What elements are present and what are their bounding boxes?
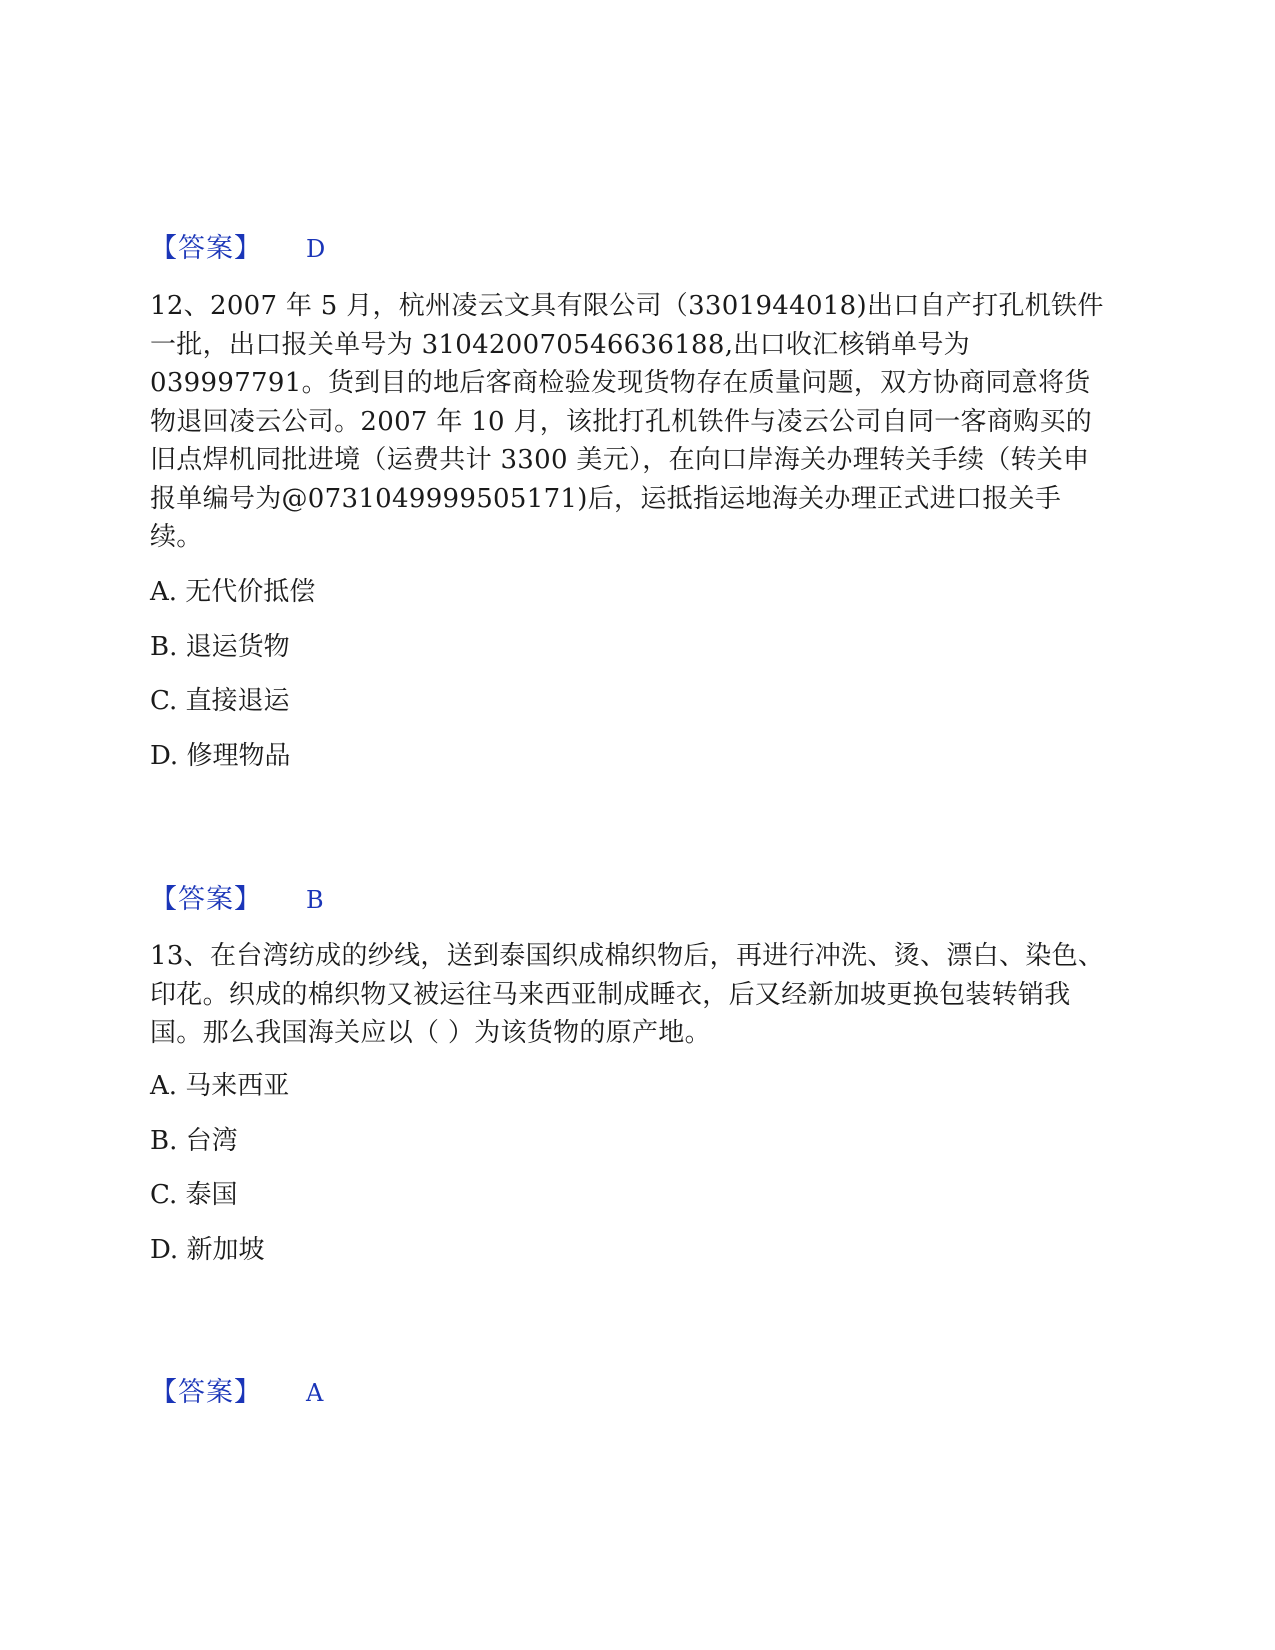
q12-option-b: B. 退运货物 xyxy=(150,632,290,662)
answer-line-11 xyxy=(150,234,325,264)
answer-line-12 xyxy=(150,885,324,915)
answer-line-13 xyxy=(150,1378,323,1408)
q12-option-a: A. 无代价抵偿 xyxy=(150,577,316,607)
q13-option-c: C. 泰国 xyxy=(150,1180,238,1210)
answer-label: 【答案】 xyxy=(150,1377,262,1408)
question-13-text: 13、在台湾纺成的纱线，送到泰国织成棉织物后，再进行冲洗、烫、漂白、染色、印花。织成的棉织物又被运往马来西亚制成睡衣，后又经新加坡更换包装转销我国。那么我国海关应以（ ）为该货物的原产地。 xyxy=(150,941,1105,1048)
q13-option-b: B. 台湾 xyxy=(150,1126,238,1156)
answer-label: 【答案】 xyxy=(150,884,262,915)
question-12-text: 12、2007 年 5 月，杭州凌云文具有限公司（3301944018)出口自产打孔机铁件一批，出口报关单号为 310420070546636188,出口收汇核销单号为039997791。货到目的地后客商检验发现货物存在质量问题，双方协商同意将货物退回凌云公司。2007 年 10 月，该批打孔机铁件与凌云公司自同一客商购买的旧点焊机同批进境（运费共计 3300 美元），在向口岸海关办理转关手续（转关申报单编号为@0731049999505171)后，运抵指运地海关办理正式进口报关手续。 xyxy=(150,291,1104,552)
q13-option-d: D. 新加坡 xyxy=(150,1235,265,1265)
q12-option-c: C. 直接退运 xyxy=(150,686,290,716)
answer-label: 【答案】 xyxy=(150,233,262,264)
q12-option-d: D. 修理物品 xyxy=(150,741,291,771)
answer-value: D xyxy=(306,235,326,263)
q13-option-a: A. 马来西亚 xyxy=(150,1071,290,1101)
answer-value: A xyxy=(306,1379,324,1407)
answer-value: B xyxy=(306,886,324,914)
